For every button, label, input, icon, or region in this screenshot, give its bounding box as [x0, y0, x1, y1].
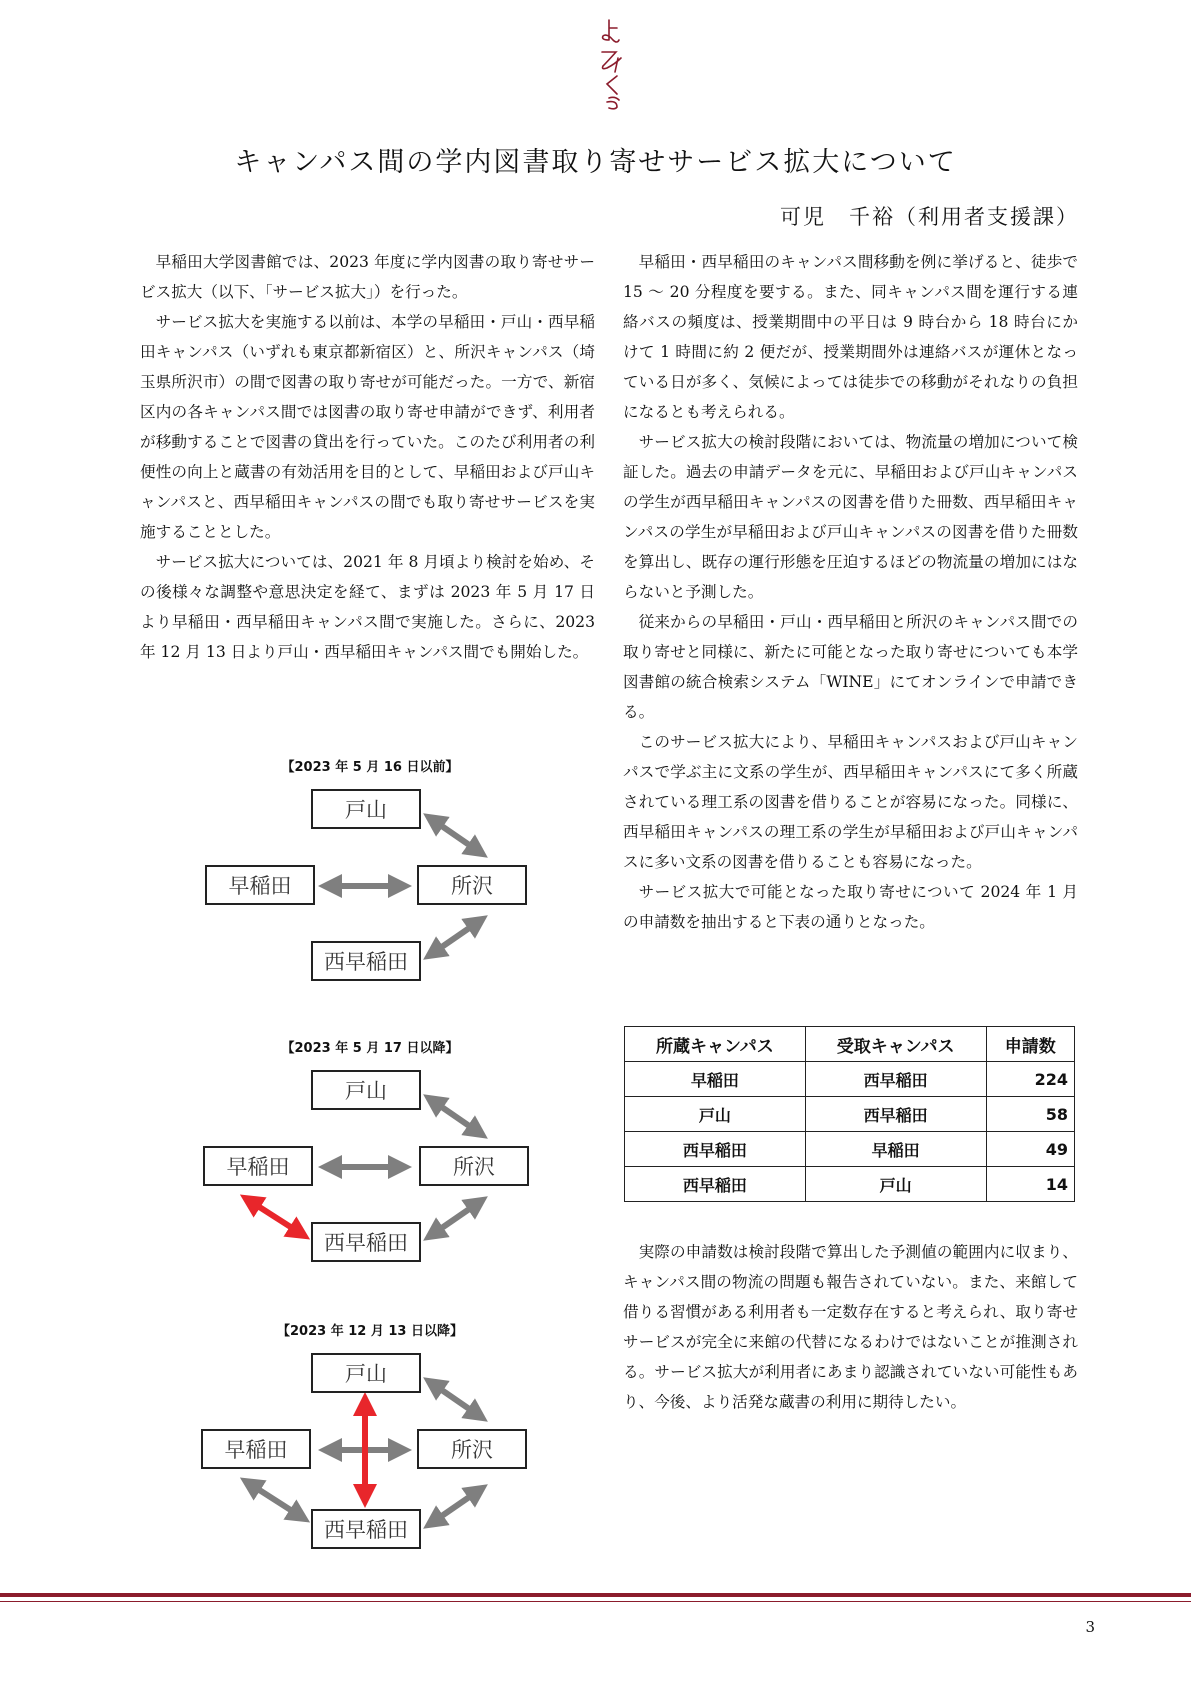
footer-rule — [0, 1593, 1191, 1597]
arrow-nishi-tokorozawa — [433, 922, 478, 953]
arrow-nishi-tokorozawa — [433, 1203, 478, 1234]
paragraph: サービス拡大については、2021 年 8 月頃より検討を始め、その後様々な調整や意思決定を経て、まずは 2023 年 5 月 17 日より早稲田・西早稲田キャンパス間で実施した。さらに、2023 年 12 月 13 日より戸山・西早稲田キャンパス間でも開始した。 — [140, 553, 595, 661]
node-waseda — [202, 1430, 310, 1468]
svg-text:戸山: 戸山 — [345, 798, 387, 822]
paragraph: 従来からの早稲田・戸山・西早稲田と所沢のキャンパス間での取り寄せと同様に、新たに可能となった取り寄せについても本学図書館の統合検索システム「WINE」にてオンラインで申請できる。 — [623, 613, 1078, 721]
cell-count: 49 — [986, 1132, 1074, 1167]
campus-diagram — [190, 1344, 550, 1574]
header-holding-campus: 所蔵キャンパス — [625, 1027, 806, 1062]
footer-rule-thin — [0, 1601, 1191, 1602]
header-request-count: 申請数 — [986, 1027, 1074, 1062]
cell-count: 58 — [986, 1097, 1074, 1132]
right-column — [623, 247, 1078, 937]
svg-text:早稲田: 早稲田 — [228, 874, 292, 898]
article-title: キャンパス間の学内図書取り寄せサービス拡大について — [234, 147, 957, 178]
svg-text:西早稲田: 西早稲田 — [324, 950, 408, 974]
svg-text:早稲田: 早稲田 — [226, 1155, 290, 1179]
diagram-caption: 【2023 年 12 月 13 日以降】 — [277, 1324, 463, 1339]
paragraph: サービス拡大で可能となった取り寄せについて 2024 年 1 月の申請数を抽出すると下表の通りとなった。 — [623, 883, 1078, 931]
cell-count: 224 — [986, 1062, 1074, 1097]
arrow-waseda-nishi-new — [250, 1201, 300, 1233]
node-waseda — [204, 1147, 312, 1185]
paragraph: 実際の申請数は検討段階で算出した予測値の範囲内に収まり、キャンパス間の物流の問題も報告されていない。また、来館して借りる習慣がある利用者も一定数存在すると考えられ、取り寄せサービスが完全に来館の代替になるわけではないことが推測される。サービス拡大が利用者にあまり認識されていない可能性もあり、今後、より活発な蔵書の利用に期待したい。 — [623, 1243, 1078, 1411]
arrow-nishi-tokorozawa — [433, 1491, 478, 1522]
page-number: 3 — [1085, 1618, 1095, 1636]
arrow-toyama-tokorozawa — [433, 820, 478, 851]
node-toyama — [312, 1354, 420, 1392]
table-row — [625, 1062, 1075, 1097]
svg-text:所沢: 所沢 — [451, 1438, 493, 1462]
svg-text:所沢: 所沢 — [451, 874, 493, 898]
paragraph: このサービス拡大により、早稲田キャンパスおよび戸山キャンパスで学ぶ主に文系の学生が、西早稲田キャンパスにて多く所蔵されている理工系の図書を借りることが容易になった。同様に、西早稲田キャンパスの理工系の学生が早稲田および戸山キャンパスに多い文系の図書を借りることも容易になった。 — [623, 733, 1078, 871]
node-toyama — [312, 1071, 420, 1109]
node-nishi-waseda — [312, 1510, 420, 1548]
yomikura-logo-mark — [593, 10, 633, 110]
node-waseda — [206, 866, 314, 904]
yomikura-logo — [593, 10, 633, 110]
cell-holding: 早稲田 — [625, 1062, 806, 1097]
campus-diagram — [190, 780, 550, 1000]
table-row — [625, 1097, 1075, 1132]
svg-text:所沢: 所沢 — [453, 1155, 495, 1179]
cell-receiving: 戸山 — [805, 1167, 986, 1202]
svg-text:戸山: 戸山 — [345, 1079, 387, 1103]
request-count-table — [624, 1026, 1075, 1202]
cell-receiving: 西早稲田 — [805, 1097, 986, 1132]
node-tokorozawa — [418, 866, 526, 904]
left-column — [140, 247, 595, 667]
svg-text:西早稲田: 西早稲田 — [324, 1518, 408, 1542]
cell-holding: 西早稲田 — [625, 1132, 806, 1167]
cell-receiving: 早稲田 — [805, 1132, 986, 1167]
table-row — [625, 1132, 1075, 1167]
arrow-waseda-nishi — [250, 1484, 300, 1516]
node-tokorozawa — [418, 1430, 526, 1468]
svg-text:戸山: 戸山 — [345, 1362, 387, 1386]
closing-column — [623, 1237, 1078, 1417]
header-receiving-campus: 受取キャンパス — [805, 1027, 986, 1062]
cell-holding: 戸山 — [625, 1097, 806, 1132]
diagram-caption: 【2023 年 5 月 17 日以降】 — [281, 1041, 459, 1056]
svg-text:早稲田: 早稲田 — [224, 1438, 288, 1462]
paragraph: 早稲田・西早稲田のキャンパス間移動を例に挙げると、徒歩で 15 ～ 20 分程度を要する。また、同キャンパス間を運行する連絡バスの頻度は、授業期間中の平日は 9 時台から 18 時台にかけて 1 時間に約 2 便だが、授業期間外は連絡バスが運休となっている日が多く、気候によっては徒歩での移動がそれなりの負担になるとも考えられる。 — [623, 253, 1078, 421]
node-nishi-waseda — [312, 1223, 420, 1261]
node-nishi-waseda — [312, 942, 420, 980]
svg-text:西早稲田: 西早稲田 — [324, 1231, 408, 1255]
cell-count: 14 — [986, 1167, 1074, 1202]
node-toyama — [312, 790, 420, 828]
author-line: 可児 千裕（利用者支援課） — [780, 205, 1079, 229]
arrow-toyama-tokorozawa — [433, 1384, 478, 1415]
arrow-toyama-tokorozawa — [433, 1101, 478, 1132]
paragraph: 早稲田大学図書館では、2023 年度に学内図書の取り寄せサービス拡大（以下、「サービス拡大」）を行った。 — [140, 253, 595, 301]
table-row — [625, 1167, 1075, 1202]
node-tokorozawa — [420, 1147, 528, 1185]
campus-diagram — [190, 1061, 550, 1281]
table-header-row — [625, 1027, 1075, 1062]
paragraph: サービス拡大の検討段階においては、物流量の増加について検証した。過去の申請データを元に、早稲田および戸山キャンパスの学生が西早稲田キャンパスの図書を借りた冊数、西早稲田キャンパスの学生が早稲田および戸山キャンパスの図書を借りた冊数を算出し、既存の運行形態を圧迫するほどの物流量の増加にはならないと予測した。 — [623, 433, 1078, 601]
cell-receiving: 西早稲田 — [805, 1062, 986, 1097]
paragraph: サービス拡大を実施する以前は、本学の早稲田・戸山・西早稲田キャンパス（いずれも東京都新宿区）と、所沢キャンパス（埼玉県所沢市）の間で図書の取り寄せが可能だった。一方で、新宿区内の各キャンパス間では図書の取り寄せ申請ができず、利用者が移動することで図書の貸出を行っていた。このたび利用者の利便性の向上と蔵書の有効活用を目的として、早稲田および戸山キャンパスと、西早稲田キャンパスの間でも取り寄せサービスを実施することとした。 — [140, 313, 595, 541]
diagram-caption: 【2023 年 5 月 16 日以前】 — [281, 760, 459, 775]
cell-holding: 西早稲田 — [625, 1167, 806, 1202]
